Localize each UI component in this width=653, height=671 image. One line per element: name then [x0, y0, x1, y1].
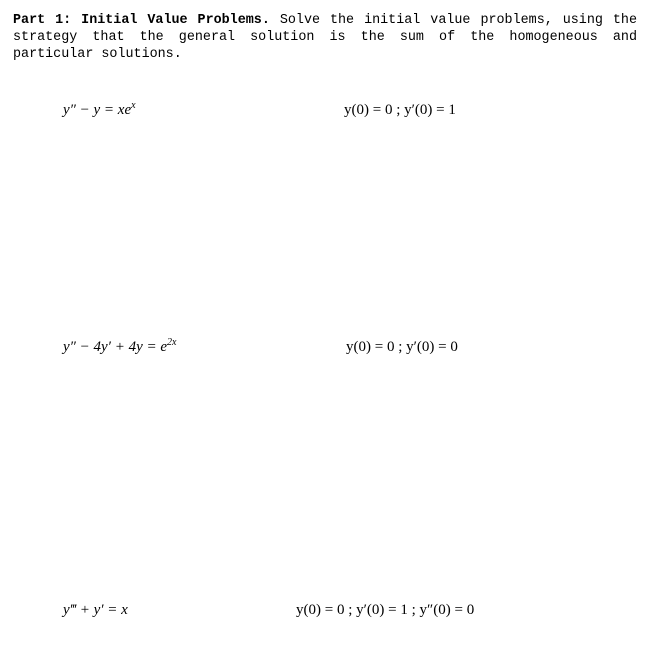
problem-2-equation [63, 338, 176, 356]
part-heading: Part 1: Initial Value Problems. [13, 13, 270, 28]
problem-3-equation-text: y‴ + y′ = x [63, 602, 128, 618]
problem-1-equation-text: y″ − y = xe [63, 102, 132, 118]
problem-2-equation-text: y″ − 4y′ + 4y = e [63, 339, 168, 355]
problem-1-equation-exponent: x [131, 100, 136, 111]
problem-3-conditions: y(0) = 0 ; y′(0) = 1 ; y″(0) = 0 [296, 602, 475, 618]
instructions [13, 12, 637, 63]
problem-1-conditions: y(0) = 0 ; y′(0) = 1 [344, 102, 456, 118]
problem-2-equation-exponent: 2x [167, 337, 177, 348]
instructions-text: Solve the initial value problems, using the strategy that the general solution is the sum of the homogeneous and particular solutions. [13, 13, 637, 62]
problem-2-conditions: y(0) = 0 ; y′(0) = 0 [346, 339, 458, 355]
problem-1-equation [63, 101, 136, 119]
problem-3-equation [63, 601, 128, 619]
